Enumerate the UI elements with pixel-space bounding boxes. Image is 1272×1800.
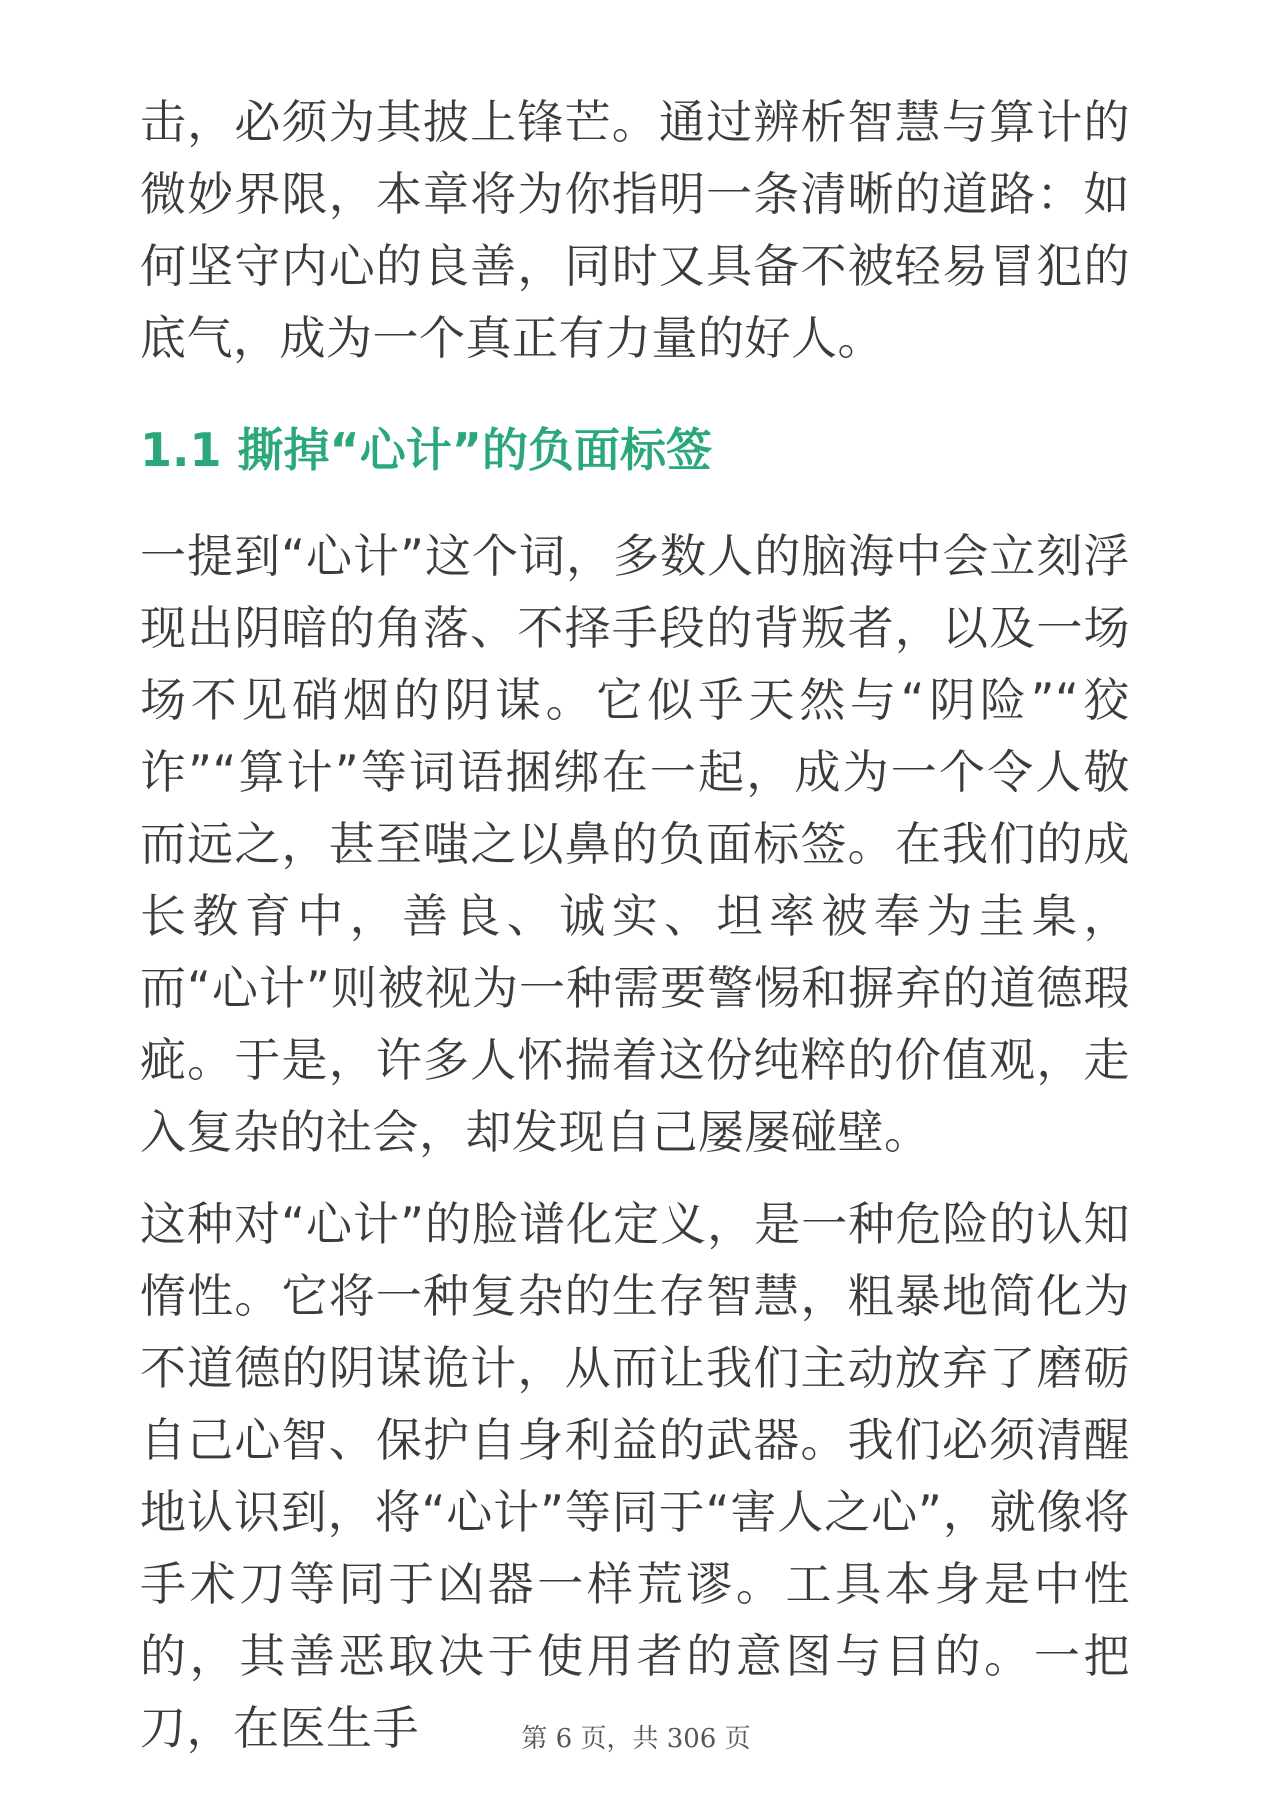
page-content (140, 86, 1130, 1764)
section-heading: 1.1 撕掉“心计”的负面标签 (140, 423, 712, 477)
body-paragraph-2: 这种对“心计”的脸谱化定义，是一种危险的认知惰性。它将一种复杂的生存智慧，粗暴地简化为不道德的阴谋诡计，从而让我们主动放弃了磨砺自己心智、保护自身利益的武器。我们必须清醒地认识到，将“心计”等同于“害人之心”，就像将手术刀等同于凶器一样荒谬。工具本身是中性的，其善恶取决于使用者的意图与目的。一把刀，在医生手 (140, 1197, 1130, 1755)
body-paragraph-1: 一提到“心计”这个词，多数人的脑海中会立刻浮现出阴暗的角落、不择手段的背叛者，以及一场场不见硝烟的阴谋。它似乎天然与“阴险”“狡诈”“算计”等词语捆绑在一起，成为一个令人敬而远之，甚至嗤之以鼻的负面标签。在我们的成长教育中，善良、诚实、坦率被奉为圭臬，而“心计”则被视为一种需要警惕和摒弃的道德瑕疵。于是，许多人怀揣着这份纯粹的价值观，走入复杂的社会，却发现自己屡屡碰壁。 (140, 529, 1130, 1159)
page-indicator: 第 6 页，共 306 页 (521, 1724, 751, 1754)
intro-paragraph: 击，必须为其披上锋芒。通过辨析智慧与算计的微妙界限，本章将为你指明一条清晰的道路：如何坚守内心的良善，同时又具备不被轻易冒犯的底气，成为一个真正有力量的好人。 (140, 95, 1130, 365)
